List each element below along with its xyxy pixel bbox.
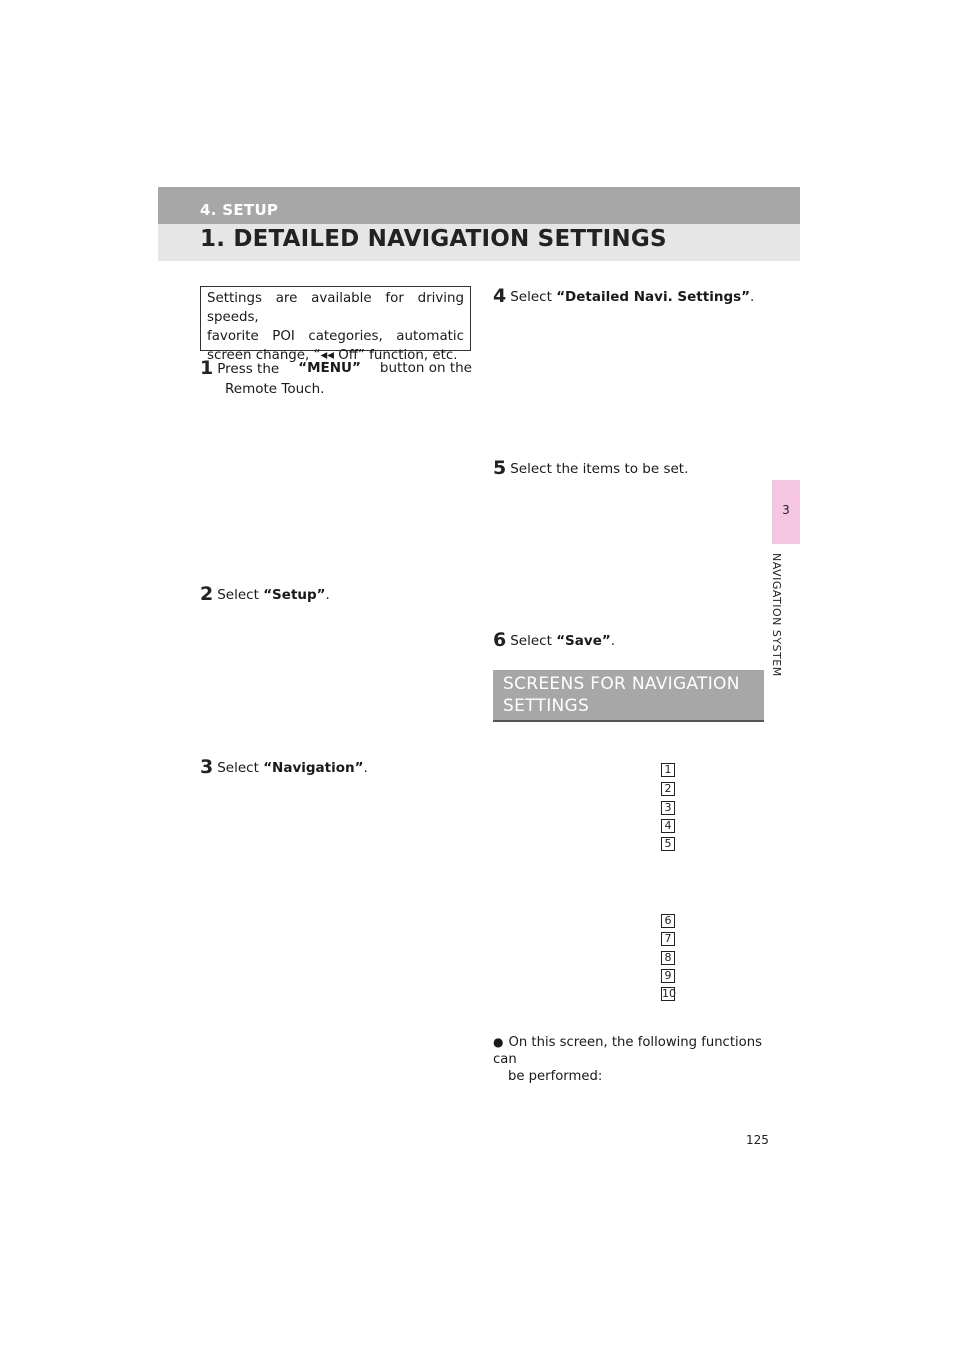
step-text: Press the	[217, 361, 280, 377]
step-4	[493, 286, 754, 307]
step-text: Select	[217, 760, 259, 776]
chapter-title: NAVIGATION SYSTEM	[770, 553, 783, 677]
step-2	[200, 584, 330, 605]
intro-line: screen change, “◂◂ Off” function, etc.	[207, 348, 458, 363]
callout-number: 2	[661, 782, 675, 796]
callout-number: 3	[661, 801, 675, 815]
step-punctuation: .	[610, 633, 616, 649]
step-6	[493, 630, 615, 651]
step-text: button on the	[379, 360, 472, 376]
step-number: 1	[200, 357, 214, 379]
chapter-number: 3	[782, 503, 790, 517]
section-label: 4. SETUP	[200, 201, 279, 219]
step-punctuation: .	[750, 289, 755, 305]
navigation-label: “Navigation”	[263, 760, 364, 776]
save-label: “Save”	[556, 633, 611, 649]
page-number: 125	[746, 1133, 769, 1147]
bullet-note	[493, 1034, 765, 1085]
callout-number: 5	[661, 837, 675, 851]
subsection-heading-line: SCREENS FOR NAVIGATION	[503, 674, 740, 694]
menu-button-label: “MENU”	[298, 360, 361, 376]
step-1	[200, 358, 472, 399]
step-number: 2	[200, 583, 214, 605]
step-3	[200, 757, 368, 778]
callout-number: 1	[661, 763, 675, 777]
callout-number: 9	[661, 969, 675, 983]
subsection-heading-line: SETTINGS	[503, 696, 590, 716]
step-number: 3	[200, 756, 214, 778]
bullet-icon: ●	[493, 1035, 504, 1049]
callout-number: 8	[661, 951, 675, 965]
intro-line: favorite POI categories, automatic	[207, 329, 464, 344]
step-number: 4	[493, 285, 507, 307]
step-punctuation: .	[325, 587, 330, 603]
step-punctuation: .	[363, 760, 368, 776]
callout-number: 7	[661, 932, 675, 946]
intro-box	[200, 286, 471, 363]
step-text: Remote Touch.	[225, 381, 325, 397]
setup-label: “Setup”	[263, 587, 326, 603]
step-number: 5	[493, 457, 507, 479]
page-title: 1. DETAILED NAVIGATION SETTINGS	[200, 226, 667, 252]
bullet-text: On this screen, the following functions can	[493, 1035, 762, 1067]
callout-number: 6	[661, 914, 675, 928]
callout-number: 4	[661, 819, 675, 833]
step-text: Select the items to be set.	[510, 461, 689, 477]
step-5	[493, 458, 688, 479]
bullet-text: be performed:	[508, 1069, 603, 1084]
detailed-navi-settings-label: “Detailed Navi. Settings”	[556, 289, 751, 305]
step-text: Select	[217, 587, 259, 603]
callout-number: 10	[662, 987, 676, 1000]
intro-line: Settings are available for driving speeds,	[207, 291, 464, 325]
step-text: Select	[510, 289, 552, 305]
subsection-heading	[493, 670, 764, 722]
step-number: 6	[493, 629, 507, 651]
step-text: Select	[510, 633, 552, 649]
